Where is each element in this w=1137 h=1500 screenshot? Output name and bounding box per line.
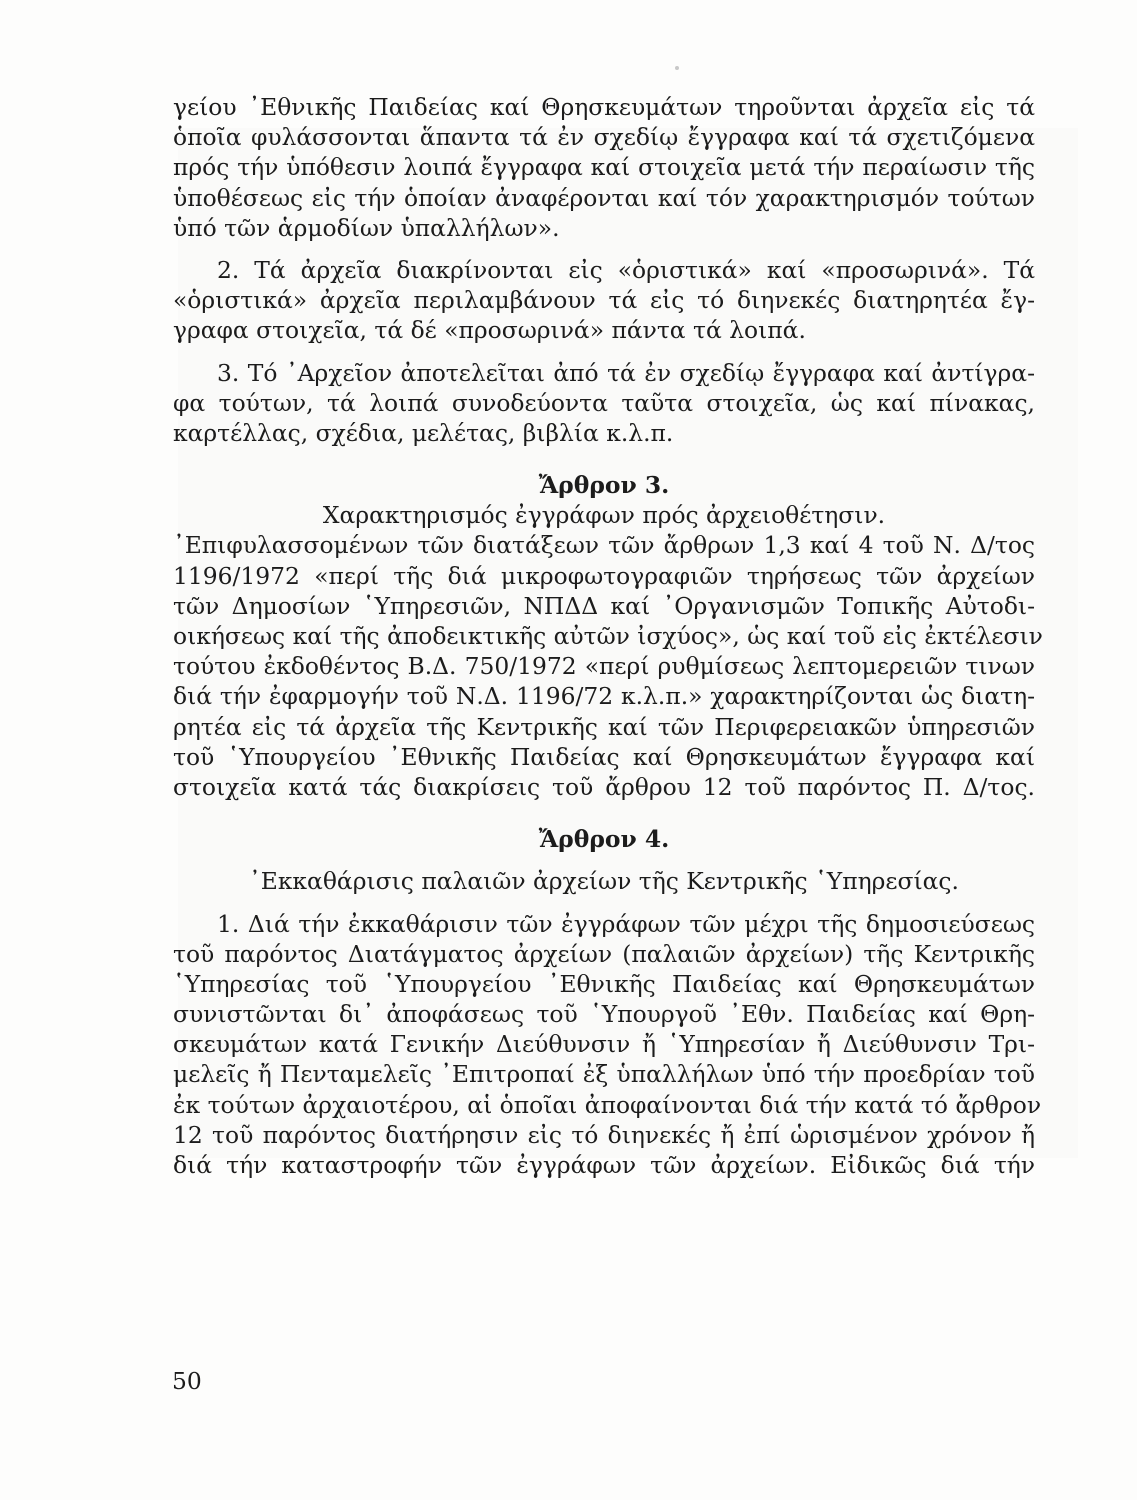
text-line: 3. Τό ᾿Αρχεῖον ἀποτελεῖται ἀπό τά ἐν σχεδίῳ ἔγγραφα καί ἀντίγρα- xyxy=(217,358,1035,387)
text-line: ὑπό τῶν ἁρμοδίων ὑπαλλήλων». xyxy=(173,213,560,242)
text-line: οικήσεως καί τῆς ἀποδεικτικῆς αὐτῶν ἰσχύος», ὡς καί τοῦ εἰς ἐκτέλεσιν xyxy=(173,622,1043,650)
text-line: 1196/1972 «περί τῆς διά μικροφωτογραφιῶν τηρήσεως τῶν ἀρχείων xyxy=(173,561,1035,590)
text-line: ὁποῖα φυλάσσονται ἅπαντα τά ἐν σχεδίῳ ἔγγραφα καί τά σχετιζόμενα xyxy=(173,123,1035,152)
text-line: ἐκ τούτων ἀρχαιοτέρου, αἱ ὁποῖαι ἀποφαίνονται διά τήν κατά τό ἄρθρον xyxy=(173,1090,1042,1119)
text-line: μελεῖς ἤ Πενταμελεῖς ᾿Επιτροπαί ἐξ ὑπαλλήλων ὑπό τήν προεδρίαν τοῦ xyxy=(173,1060,1035,1089)
text-line: συνιστῶνται δι᾿ ἀποφάσεως τοῦ ῾Υπουργοῦ ᾿Εθν. Παιδείας καί Θρη- xyxy=(173,1000,1035,1029)
text-line: τῶν Δημοσίων ῾Υπηρεσιῶν, ΝΠΔΔ καί ᾿Οργανισμῶν Τοπικῆς Αὐτοδι- xyxy=(173,591,1035,620)
text-line: 1. Διά τήν ἐκκαθάρισιν τῶν ἐγγράφων τῶν μέχρι τῆς δημοσιεύσεως xyxy=(217,909,1035,938)
text-line: σκευμάτων κατά Γενικήν Διεύθυνσιν ἤ ῾Υπηρεσίαν ἤ Διεύθυνσιν Τρι- xyxy=(173,1030,1035,1059)
page-number: 50 xyxy=(172,1367,202,1395)
text-line: ᾿Επιφυλασσομένων τῶν διατάξεων τῶν ἄρθρων 1,3 καί 4 τοῦ Ν. Δ/τος xyxy=(173,531,1035,560)
paragraph-5 xyxy=(173,909,1042,1181)
text-line: 12 τοῦ παρόντος διατήρησιν εἰς τό διηνεκές ἤ ἐπί ὡρισμένον χρόνον ἤ xyxy=(173,1120,1035,1149)
dust-speck xyxy=(675,66,679,70)
paragraph-4 xyxy=(173,530,1043,802)
paragraph-2 xyxy=(173,255,1035,346)
text-line: 2. Τά ἀρχεῖα διακρίνονται εἰς «ὁριστικά» καί «προσωρινά». Τά xyxy=(217,255,1035,284)
paragraph-1 xyxy=(173,92,1035,243)
article-4-subheading: ᾿Εκκαθάρισις παλαιῶν ἀρχείων τῆς Κεντρικῆς ῾Υπηρεσίας. xyxy=(249,867,959,896)
text-line: φα τούτων, τά λοιπά συνοδεύοντα ταῦτα στοιχεῖα, ὡς καί πίνακας, xyxy=(173,388,1035,417)
text-line: τούτου ἐκδοθέντος Β.Δ. 750/1972 «περί ρυθμίσεως λεπτομερειῶν τινων xyxy=(173,652,1035,681)
paragraph-3 xyxy=(173,358,1035,449)
text-line: ῾Υπηρεσίας τοῦ ῾Υπουργείου ᾿Εθνικῆς Παιδείας καί Θρησκευμάτων xyxy=(173,969,1035,998)
text-line: γείου ᾿Εθνικῆς Παιδείας καί Θρησκευμάτων τηροῦνται ἀρχεῖα εἰς τά xyxy=(173,93,1035,121)
article-4-heading: Ἄρθρον 4. xyxy=(538,825,670,854)
text-line: διά τήν ἐφαρμογήν τοῦ Ν.Δ. 1196/72 κ.λ.π.» χαρακτηρίζονται ὡς διατη- xyxy=(173,682,1035,711)
text-line: καρτέλλας, σχέδια, μελέτας, βιβλία κ.λ.π. xyxy=(173,418,674,447)
article-3-heading: Ἄρθρον 3. xyxy=(538,471,670,500)
text-line: στοιχεῖα κατά τάς διακρίσεις τοῦ ἄρθρου 12 τοῦ παρόντος Π. Δ/τος. xyxy=(173,772,1035,801)
text-line: τοῦ παρόντος Διατάγματος ἀρχείων (παλαιῶν ἀρχείων) τῆς Κεντρικῆς xyxy=(173,939,1035,968)
text-line: τοῦ ῾Υπουργείου ᾿Εθνικῆς Παιδείας καί Θρησκευμάτων ἔγγραφα καί xyxy=(173,742,1035,771)
text-line: πρός τήν ὑπόθεσιν λοιπά ἔγγραφα καί στοιχεῖα μετά τήν περαίωσιν τῆς xyxy=(173,153,1035,182)
text-line: ρητέα εἰς τά ἀρχεῖα τῆς Κεντρικῆς καί τῶν Περιφερειακῶν ὑπηρεσιῶν xyxy=(173,712,1035,741)
article-3-subheading: Χαρακτηρισμός ἐγγράφων πρός ἀρχειοθέτησιν. xyxy=(322,501,886,530)
body-text xyxy=(173,92,1043,1180)
text-line: γραφα στοιχεῖα, τά δέ «προσωρινά» πάντα τά λοιπά. xyxy=(173,316,806,345)
text-line: ὑποθέσεως εἰς τήν ὁποίαν ἀναφέρονται καί τόν χαρακτηρισμόν τούτων xyxy=(173,183,1035,212)
text-line: διά τήν καταστροφήν τῶν ἐγγράφων τῶν ἀρχείων. Εἰδικῶς διά τήν xyxy=(173,1151,1035,1179)
text-line: «ὁριστικά» ἀρχεῖα περιλαμβάνουν τά εἰς τό διηνεκές διατηρητέα ἔγ- xyxy=(173,286,1035,315)
